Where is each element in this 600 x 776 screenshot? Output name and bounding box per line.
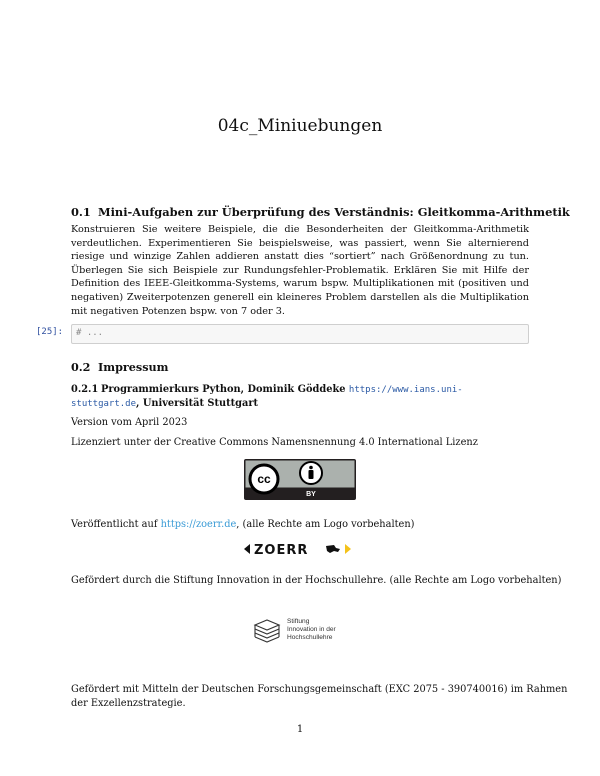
stiftung-line-2: Innovation in der	[287, 626, 336, 633]
funding-text-2-line-2: der Exzellenzstrategie.	[71, 698, 186, 709]
published-text	[71, 519, 414, 530]
page-number: 1	[296, 724, 304, 735]
cc-logo-text: cc	[257, 472, 271, 486]
section-number: 0.1	[71, 205, 91, 219]
cc-by-badge[interactable]	[244, 459, 356, 500]
funding-text-1: Gefördert durch die Stiftung Innovation in der Hochschullehre. (alle Rechte am Logo vorbehalten)	[71, 575, 562, 586]
lion-icon	[326, 545, 340, 553]
document-title: 04c_Miniuebungen	[217, 116, 383, 136]
stiftung-logo	[252, 617, 362, 649]
code-cell-content[interactable]: # ...	[76, 328, 104, 338]
zoerr-link[interactable]: https://zoerr.de	[160, 519, 237, 530]
stiftung-books-icon	[252, 617, 282, 647]
by-label: BY	[306, 491, 316, 498]
stiftung-line-1: Stiftung	[287, 618, 310, 625]
subsection-title-suffix: , Universität Stuttgart	[136, 398, 259, 409]
published-prefix: Veröffentlicht auf	[71, 519, 161, 530]
section-title: Impressum	[98, 360, 169, 374]
section-number: 0.2	[71, 360, 91, 374]
section-title: Mini-Aufgaben zur Überprüfung des Verständnis: Gleitkomma-Arithmetik	[98, 205, 570, 219]
chevron-right-icon	[345, 544, 351, 554]
section-heading-2	[71, 360, 168, 374]
exercise-paragraph: Konstruieren Sie weitere Beispiele, die die Besonderheiten der Gleitkomma-Arithmetik verdeutlichen. Experimentieren Sie beispielsweise, was passiert, wenn Sie alternierend riesige und winzige Zahlen addieren anstatt dies “sortiert” nach Größenordnung zu tun. Überlegen Sie sich Beispiele zur Rundungsfehler-Problematik. Erklären Sie mit Hilfe der Definition des IEEE-Gleitkomma-Systems, warum bspw. Multiplikationen mit (positiven und negativen) Zweiterpotenzen generell ein kleineres Problem darstellen als die Multiplikation mit negativen Potenzen bspw. von 7 oder 3.	[71, 224, 529, 317]
version-text: Version vom April 2023	[71, 417, 188, 428]
license-text: Lizenziert unter der Creative Commons Namensnennung 4.0 International Lizenz	[71, 437, 478, 448]
stiftung-line-3: Hochschullehre	[287, 634, 333, 641]
section-heading-1	[71, 205, 570, 219]
subsection-title: Programmierkurs Python, Dominik Göddeke	[101, 384, 346, 395]
institute-link[interactable]: https://www.ians.uni-stuttgart.de	[71, 385, 463, 409]
cell-execution-count: [25]:	[36, 327, 64, 337]
code-cell[interactable]	[71, 324, 529, 344]
zoerr-logo	[244, 541, 358, 557]
subsection-number: 0.2.1	[71, 384, 99, 395]
zoerr-logo-text: ZOERR	[254, 543, 309, 557]
chevron-left-icon	[244, 544, 250, 554]
funding-text-2-line-1: Gefördert mit Mitteln der Deutschen Forschungsgemeinschaft (EXC 2075 - 390740016) im Rahmen	[71, 684, 568, 695]
subsection-heading	[71, 383, 529, 411]
published-suffix: , (alle Rechte am Logo vorbehalten)	[236, 519, 415, 530]
